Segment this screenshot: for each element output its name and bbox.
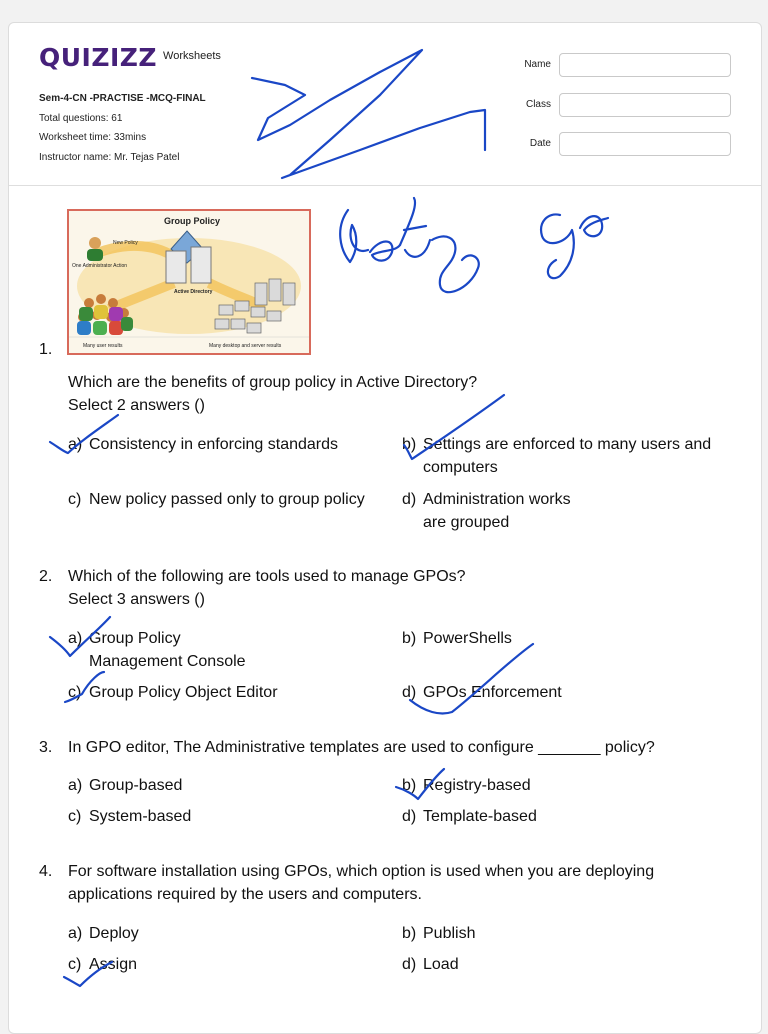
name-field <box>509 53 739 77</box>
option-letter: c) <box>68 808 82 825</box>
option-text: Assign <box>89 956 138 973</box>
name-label: Name <box>524 59 551 70</box>
option-text: New policy passed only to group policy <box>89 491 365 508</box>
worksheet-meta <box>39 89 206 167</box>
quizizz-logo <box>39 45 221 71</box>
option-letter: b) <box>402 777 417 794</box>
option-text: Group Policy Object Editor <box>89 684 278 701</box>
class-field <box>509 93 739 117</box>
option-letter: a) <box>68 630 83 647</box>
user-results-label: Many user results <box>83 343 123 349</box>
desktop-results-label: Many desktop and server results <box>209 343 282 349</box>
option-letter: c) <box>68 956 82 973</box>
option-letter: b) <box>402 925 417 942</box>
question-text: In GPO editor, The Administrative templates are used to configure _______ policy? <box>68 739 655 756</box>
instructor-name: Instructor name: Mr. Tejas Patel <box>39 151 180 163</box>
question-text: For software installation using GPOs, which option is used when you are deploying applications required by the users and computers. <box>68 863 655 903</box>
question-number: 3. <box>39 739 53 756</box>
date-input[interactable] <box>559 132 731 156</box>
option-letter: d) <box>402 491 417 508</box>
option-letter: c) <box>68 491 82 508</box>
question-instruction: Select 3 answers () <box>68 591 205 608</box>
total-questions: Total questions: 61 <box>39 112 123 124</box>
option-text: Administration works are grouped <box>423 491 571 531</box>
figure-title: Group Policy <box>164 216 221 226</box>
option-text: Publish <box>423 925 476 942</box>
class-label: Class <box>525 99 551 110</box>
option-text: PowerShells <box>423 630 512 647</box>
logo-wordmark: QUIZIZZ <box>39 43 158 72</box>
worksheet-time: Worksheet time: 33mins <box>39 132 147 143</box>
worksheet-title: Sem-4-CN -PRACTISE -MCQ-FINAL <box>39 93 206 104</box>
date-label: Date <box>529 138 551 149</box>
class-input[interactable] <box>559 93 731 117</box>
worksheet-header <box>9 23 761 186</box>
option-text: GPOs Enforcement <box>423 684 562 701</box>
option-text: Template-based <box>423 808 537 825</box>
option-letter: c) <box>68 684 82 701</box>
option-letter: a) <box>68 925 83 942</box>
option-text: Registry-based <box>423 777 531 794</box>
option-text: Consistency in enforcing standards <box>89 436 339 453</box>
option-text: Group Policy Management Console <box>89 630 246 670</box>
name-input[interactable] <box>559 53 731 77</box>
question-instruction: Select 2 answers () <box>68 397 205 414</box>
option-text: Settings are enforced to many users and computers <box>423 436 712 476</box>
active-directory-label: Active Directory <box>174 289 213 295</box>
date-field <box>509 132 739 156</box>
new-policy-label: New Policy <box>113 240 138 246</box>
option-text: Group-based <box>89 777 183 794</box>
question-number: 2. <box>39 568 53 585</box>
option-letter: b) <box>402 630 417 647</box>
option-letter: d) <box>402 808 417 825</box>
option-text: System-based <box>89 808 192 825</box>
option-letter: d) <box>402 956 417 973</box>
logo-subtitle: Worksheets <box>163 50 221 62</box>
option-text: Load <box>423 956 459 973</box>
admin-action-label: One Administrator Action <box>72 263 128 269</box>
question-number: 4. <box>39 863 53 880</box>
question-text: Which are the benefits of group policy in Active Directory? <box>68 374 478 391</box>
question-number: 1. <box>39 341 53 358</box>
question-text: Which of the following are tools used to manage GPOs? <box>68 568 466 585</box>
option-letter: d) <box>402 684 417 701</box>
worksheet-page <box>8 22 762 1034</box>
option-letter: b) <box>402 436 417 453</box>
group-policy-diagram <box>67 209 311 355</box>
option-letter: a) <box>68 436 83 453</box>
option-text: Deploy <box>89 925 139 942</box>
option-letter: a) <box>68 777 83 794</box>
